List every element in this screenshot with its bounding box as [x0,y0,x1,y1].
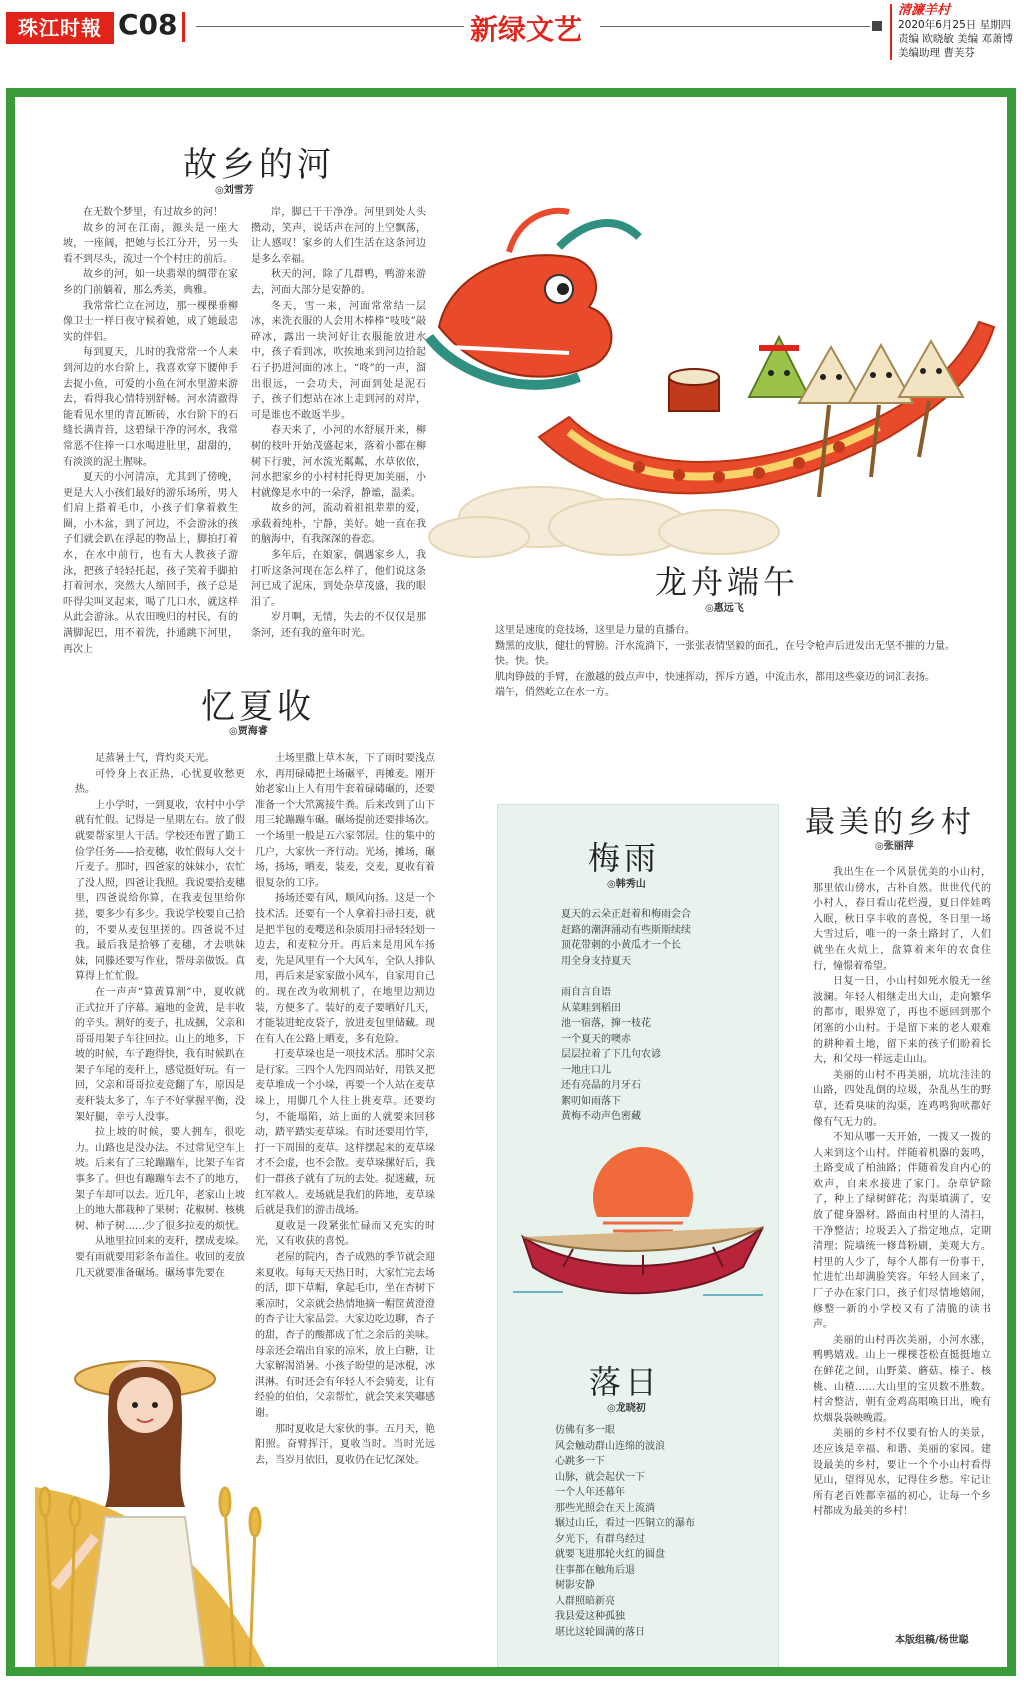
paragraph: 老屋的院内，杏子成熟的季节就会迎来夏收。每每天天热日时，大家忙完去场的活，即下草帽，拿起毛巾，坐在杏树下乘凉时，父亲就会热情地摘一帽筐黄澄澄的杏子让大家品尝。大家边吃边聊，杏子的甜，杏子的酸都成了忙之余后的美味。母亲还会端出自家的凉米，放上白糖，让大家解渴消暑。小孩子盼望的是冰棍，冰淇淋。有时还会有年轻人不会骑麦，让有经验的伯伯，父亲帮忙，就会笑来笑嘟感谢。 [255,1252,435,1419]
paragraph: 故乡的河，流动着祖祖辈辈的爱，承载着纯朴，宁静，美好。她一直在我的脑海中，有我深深的眷恋。 [251,503,426,546]
poem-line: 一个夏天的噢赤 [561,1033,631,1045]
poem-line: 顶花带刺的小黄瓜才一个长 [561,940,681,951]
poem-line: 风会触动群山连绵的波浪 [555,1440,665,1452]
paragraph: 秋天的河，除了几群鸭，鸭游来游去，河面大部分是安静的。 [251,269,426,296]
poem-line: 肌肉铮鼓的手臂，在激越的鼓点声中，快速挥动，挥斥方遒，中流击水，都用这些豪迈的词汇表扬。 [495,671,935,683]
paragraph: 冬天，雪一来，河面常常结一层冰，来洗衣服的人会用木棒棒“吱吱”敲碎冰，露出一块河好让衣服能放进水中，孩子看到冰，吹挨地来到河边拾起石子扔进河面的冰上，“咚”的一声，溜出很远，一会功夫，河面到处是泥石子，孩子们想站在冰上走到河的对岸，可是谁也不敢返半步。 [251,300,426,421]
paragraph: 夏收是一段紧张忙碌而又充实的时光，又有收获的喜悦。 [255,1220,435,1248]
masthead [0,0,1024,80]
hometown-river-column-2 [251,205,426,685]
poem-line: 端午，俏然屹立在水一方。 [495,687,615,698]
masthead-square-icon [872,21,882,31]
dragon-head-icon [429,211,639,385]
paragraph: 我常常伫立在河边，那一棵棵垂柳像卫士一样日夜守候着她，成了她最忠实的伴侣。 [63,300,238,343]
zongzi-character-icon [749,337,963,403]
paragraph: 美丽的乡村不仅要有怡人的美景，还应该是幸福、和谐、美丽的家园。建设最美的乡村，要让一个个小山村看得见山，望得见水，记得住乡愁。牢记让所有老百姓都幸福的初心，让每一个乡村都成为最美的乡村！ [813,1428,991,1518]
byline-summer-harvest: ◎贾海睿 [229,726,268,737]
harvest-girl-illustration [35,1287,265,1667]
drum-icon [669,369,719,411]
poem-line: 往事都在触角后退 [555,1564,635,1576]
poem-line: 黝黑的皮肤，健壮的臂膀。汗水流淌下，一张张表情坚毅的面孔，在号令枪声后迸发出无坚不摧的力量。 [495,640,955,652]
byline-hometown-river: ◎刘雪芳 [215,185,254,196]
poem-line: 一地庄口儿 [561,1064,611,1076]
paragraph: 多年后，在娘家，偶遇家乡人，我打听这条河现在怎么样了，他们说这条河已成了泥床，到处杂草茂盛，我的眼泪了。 [251,550,426,608]
poem-line: 山脉，就会起伏一下 [555,1471,645,1483]
paragraph: 日复一日，小山村如死水般无一丝波澜。年轻人相继走出大山，走向繁华的都市，眼界宽了，再也不愿回到那个闭塞的小山村。于是留下来的老人艰难的耕种着土地，留下来的孩子们盼着长大，和父母一样远走山山。 [813,976,991,1066]
poem-line: 这里是速度的竞技场，这里是力量的直播台。 [495,625,695,636]
paragraph: 在一声声“算黄算割”中，夏收就正式拉开了序幕。遍地的金黄，是丰收的辛头。割好的麦子，扎成捆，父亲和哥哥用架子车往回拉。山上的地多，下坡的时候，车子跑得快，我有时候趴在架子车尾的麦秆上，感觉挺好玩。有一回，父亲和哥哥拉麦竞翻了车，原因是麦秆装太多了，车子不好掌握平衡，没架好腿，幸亏人没事。 [75,986,245,1123]
paragraph: 美丽的山村再次美丽，小河水涨，鸭鸭嬉戏。山上一棵棵苍松直挺挺地立在鲜花之间，山野菜、蘑菇、榛子、核桃、山楂……大山里的宝贝数不胜数。村舍整洁，朝有金鸡高唱唤日出，晚有炊烟袅袅映晚霞。 [813,1334,991,1424]
masthead-divider [182,12,185,42]
poem-line: 赶路的潮湃涌动有些斯斯续续 [561,924,691,936]
article-title-summer-harvest: 忆夏收 [201,687,315,727]
sunset-poem [555,1423,765,1640]
sunset-boat-illustration [503,1127,773,1307]
paragraph: 土场里撒上草木灰，下了雨时要浅点水，再用碌碡把土场碾平，再摊麦。刚开始老家山上人有用牛套着碌碡碾的，还要准备一个大笊篱接牛粪。后来改到了山下用三轮蹦蹦车碾。碾场提前还要排场次。一个场里一般是五六家邻居。住的集中的几户，大家伙一齐行动。光场，摊场，碾场，扬场，晒麦，装麦，交麦，夏收有着很复杂的工序。 [255,753,435,889]
column-brand: 清濂羊村 [898,3,951,18]
poem-line: 一个人年还幕年 [555,1487,625,1498]
paragraph: 夏天的小河清凉，尤其到了傍晚，更是大人小孩们最好的游乐场所，男人们肩上搭着毛巾，小孩子们拿着救生圈，小木盆，到了河边，不会游泳的孩子们就会趴在浮起的物品上，脚拍打着水，在水中前行，也有大人教孩子游泳，把孩子轻轻托起，孩子笑着手脚拍打着河水，突然大人缩回手，孩子总是吓得尖叫叉起来，喝了几口水，就这样从此会游泳。从农田晚归的村民，有的满脚泥巴，用不着洗，扑通跳下河里，再次上 [63,472,238,655]
poem-line: 夕光下，有群鸟经过 [555,1533,645,1545]
poem-line: 就要飞进那轮火红的圆盘 [555,1549,665,1560]
article-title-hometown-river: 故乡的河 [183,145,335,185]
byline-beautiful-village: ◎张丽萍 [875,841,914,852]
poem-line: 絮叨如雨落下 [561,1095,621,1107]
poem-line: 仿佛有多一眼 [555,1425,615,1436]
paragraph: 打麦草垛也是一项技术活。那时父亲是行家。三四个人先四周站好，用铁叉把麦草堆成一个小垛，再要一个人站在麦草垛上，用脚几个人往上挑麦草。还要均匀，不能塌陷，站上面的人就要来回移动，踏平踏实麦草垛。有时还要用竹竿，打一下周围的麦草。这样摆起来的麦草垛才不会虚，也不会散。麦草垛摞好后，我们一群孩子就有了玩的去处。捉迷藏，玩红军救人。麦场就是我们的阵地，麦草垛后就是我们的游击战场。 [255,1049,435,1217]
poem-line: 我县爱这种孤独 [555,1611,625,1622]
plum-rain-stanza-1 [561,907,761,969]
byline-sunset: ◎龙晓初 [607,1403,646,1414]
beautiful-village-body [813,865,991,1655]
editor-credits: 责编 欧晓敏 美编 邓萧博 [898,33,1014,45]
paragraph: 足蒸暑土气，背灼炎天光。 [95,753,215,764]
byline-dragon-boat: ◎惠远飞 [705,603,744,614]
poem-line: 还有亮晶的月牙石 [561,1080,641,1091]
section-title: 新绿文艺 [470,13,583,46]
paragraph: 不知从哪一天开始，一拨又一拨的人来到这个山村。伴随着机器的轰鸣，土路变成了柏油路；伴随着发自内心的欢声，自来水接进了家门。杂草铲除了，种上了绿树鲜花；沟渠填满了，安放了健身器材。路面由村里的人清扫，干净整洁；垃圾丢入了指定地点，定期清理；院墙统一修葺粉刷，美观大方。村里的人少了，每个人都有一份事干，忙进忙出却满脸笑容。年轻人回来了，厂子办在家门口，孩子们尽情地嬉闹，修整一新的小学校又有了清脆的读书声。 [813,1132,991,1331]
poem-line: 人群照暗新亮 [555,1595,615,1607]
paragraph: 美丽的山村不再美丽，坑坑洼洼的山路，四处乱倒的垃圾，杂乱丛生的野草，还看臭味的沟渠，连鸡鸣狗吠都好像有气无力的。 [813,1069,991,1128]
poem-line: 雨自言自语 [561,987,611,998]
poem-line: 树影安静 [555,1580,595,1591]
hometown-river-column-1 [63,205,238,685]
editor-note: 本版组稿/杨世聪 [895,1635,969,1646]
paragraph: 从地里拉回来的麦秆，摆成麦垛。要有雨就要用彩条布盖住。收回的麦放几天就要准备碾场。碾场事先要在 [75,1236,245,1279]
poem-line: 层层拉着了下几句农谚 [561,1049,661,1060]
paragraph: 每到夏天，儿时的我常常一个人来到河边的水台阶上，我喜欢穿下腰伸手去捉小鱼，可爱的小鱼在河水里游来游去，看得我心情特别舒畅。河水清澈得能看见水里的青瓦断砖，水台阶下的石缝长满青苔，这碧绿干净的河水，我常常恶不住捧一口水喝进肚里，甜甜的，有淡淡的泥土腥味。 [63,347,238,468]
masthead-rule-right [600,26,870,27]
dragon-boat-illustration [419,177,1014,597]
paragraph: 故乡的河在江南，源头是一座大坡，一座阔，把她与长江分开，另一头看不到尽头，流过一个个村庄的前后。 [63,222,238,265]
paragraph: 岸，脚已干干净净。河里到处人头攒动，笑声，说话声在河的上空飘荡，让人感叹！家乡的人们生活在这条河边是多么幸福。 [251,207,426,265]
dragon-boat-body [495,623,985,701]
article-title-dragon-boat: 龙舟端午 [655,563,800,601]
paragraph: 那时夏收是大家伙的事。五月天，艳阳照。奋臂挥汗，夏收当时。当时光远去，当岁月依旧，夏收仍在记忆深处。 [255,1423,435,1466]
poem-line: 堪比这轮圆满的落日 [555,1626,645,1638]
paragraph: 岁月啊，无情，失去的不仅仅是那条河，还有我的童年时光。 [251,612,426,640]
poem-line: 池一宿落，撺一枝花 [561,1018,651,1029]
paragraph: 扬场还要有风，顺风向扬。这是一个技术活。还要有一个人拿着扫帚扫麦，就是把半包的麦嘤送和杂质用扫帚轻轻划一边去，和麦粒分开。再后来是用风车扬麦，先是风里有一个大风车，全队人排队用，再后来是家家做小风车，自家用自己的。现在改为收割机了，在地里边割边装，方便多了。装好的麦子要晒好几天，才能装进蛇皮袋子，放进麦包里储藏。现在有人在公路上晒麦，多有危险。 [255,893,435,1045]
poem-line: 用全身支持夏天 [561,955,631,967]
assistant-credits: 美编助理 曹芙芬 [898,47,975,59]
byline-plum-rain: ◎韩秀山 [607,879,646,890]
publication-info [890,4,1020,60]
article-title-sunset: 落日 [589,1363,662,1401]
article-frame [6,88,1016,1676]
poem-line: 辗过山丘，看过一匹铜立的瀑布 [555,1518,695,1529]
paragraph: 在无数个梦里，有过故乡的河！ [83,207,223,218]
poem-line: 从菜畦到稻田 [561,1002,621,1014]
paragraph: 可怜身上衣正热，心忧夏收愁更热。 [75,768,245,796]
poem-line: 心跳多一下 [555,1456,605,1467]
article-title-plum-rain: 梅雨 [588,839,661,877]
cloud-icon [429,487,779,557]
summer-harvest-column-1 [75,751,245,1291]
poem-line: 黄梅不动声色密藏 [561,1111,641,1122]
paragraph: 拉上坡的时候，要人拥车，很吃力。山路也是没办法。不过常见空车上坡。后来有了三轮蹦蹦车，比架子车省事多了。但也有蹦蹦车去不了的地方，架子车却可以去。近几年，老家山上坡上的地大都栽种了果树；花椒树、核桃树、柿子树……少了很多拉麦的烦忧。 [75,1127,245,1232]
newspaper-logo: 珠江时報 [6,12,114,44]
issue-date: 2020年6月25日 星期四 [898,19,1012,31]
poem-line: 那些光照会在天上流淌 [555,1502,655,1514]
plum-rain-stanza-2 [561,985,761,1125]
article-title-beautiful-village: 最美的乡村 [805,805,975,840]
poem-line: 快。快。快。 [495,656,555,667]
paragraph: 故乡的河，如一块翡翠的绸带在家乡的门前躺着，那么秀美，典雅。 [63,269,238,296]
poem-line: 夏天的云朵正赶着和梅雨会合 [561,909,691,920]
page-number: C08 [118,8,178,41]
paragraph: 春天来了，小河的水舒展开来，柳树的枝叶开始茂盛起来，落着小都在柳树下行驶，河水流光粼粼，水草依依，河水把家乡的小村村托得更加美丽，小村就像是水中的一朵浮，静谧，温柔。 [251,425,426,499]
paragraph: 上小学时，一到夏收，农村中小学就有忙假。记得是一星期左右。放了假就要帮家里人干活。学校还布置了勤工俭学任务——拾麦穗，收忙假每人交十斤麦子。那时，四爸家的妹妹小，农忙了没人照，四爸让我照。我说要拾麦穗里，四爸说给你算，在我麦包里给你搓，要多少有多少。我说学校要自己拾的，不要从麦包里搓的。四爸说不过我。最后我是拾够了麦穗，才去哄妹妹，同滕还要写作业，帮母亲做饭。真算得上忙忙假。 [75,799,245,983]
paragraph: 我出生在一个风景优美的小山村，那里依山傍水，古朴自然。世世代代的小村人，春日看山花烂漫，夏日伴娃鸣入眠，秋日享丰收的喜悦，冬日里一场大雪过后，唯一的一条土路封了，人们就坐在火炕上，盘算着来年的农食住行，憧憬着希望。 [813,867,991,972]
masthead-rule-left [196,26,464,27]
summer-harvest-column-2 [255,751,435,1641]
